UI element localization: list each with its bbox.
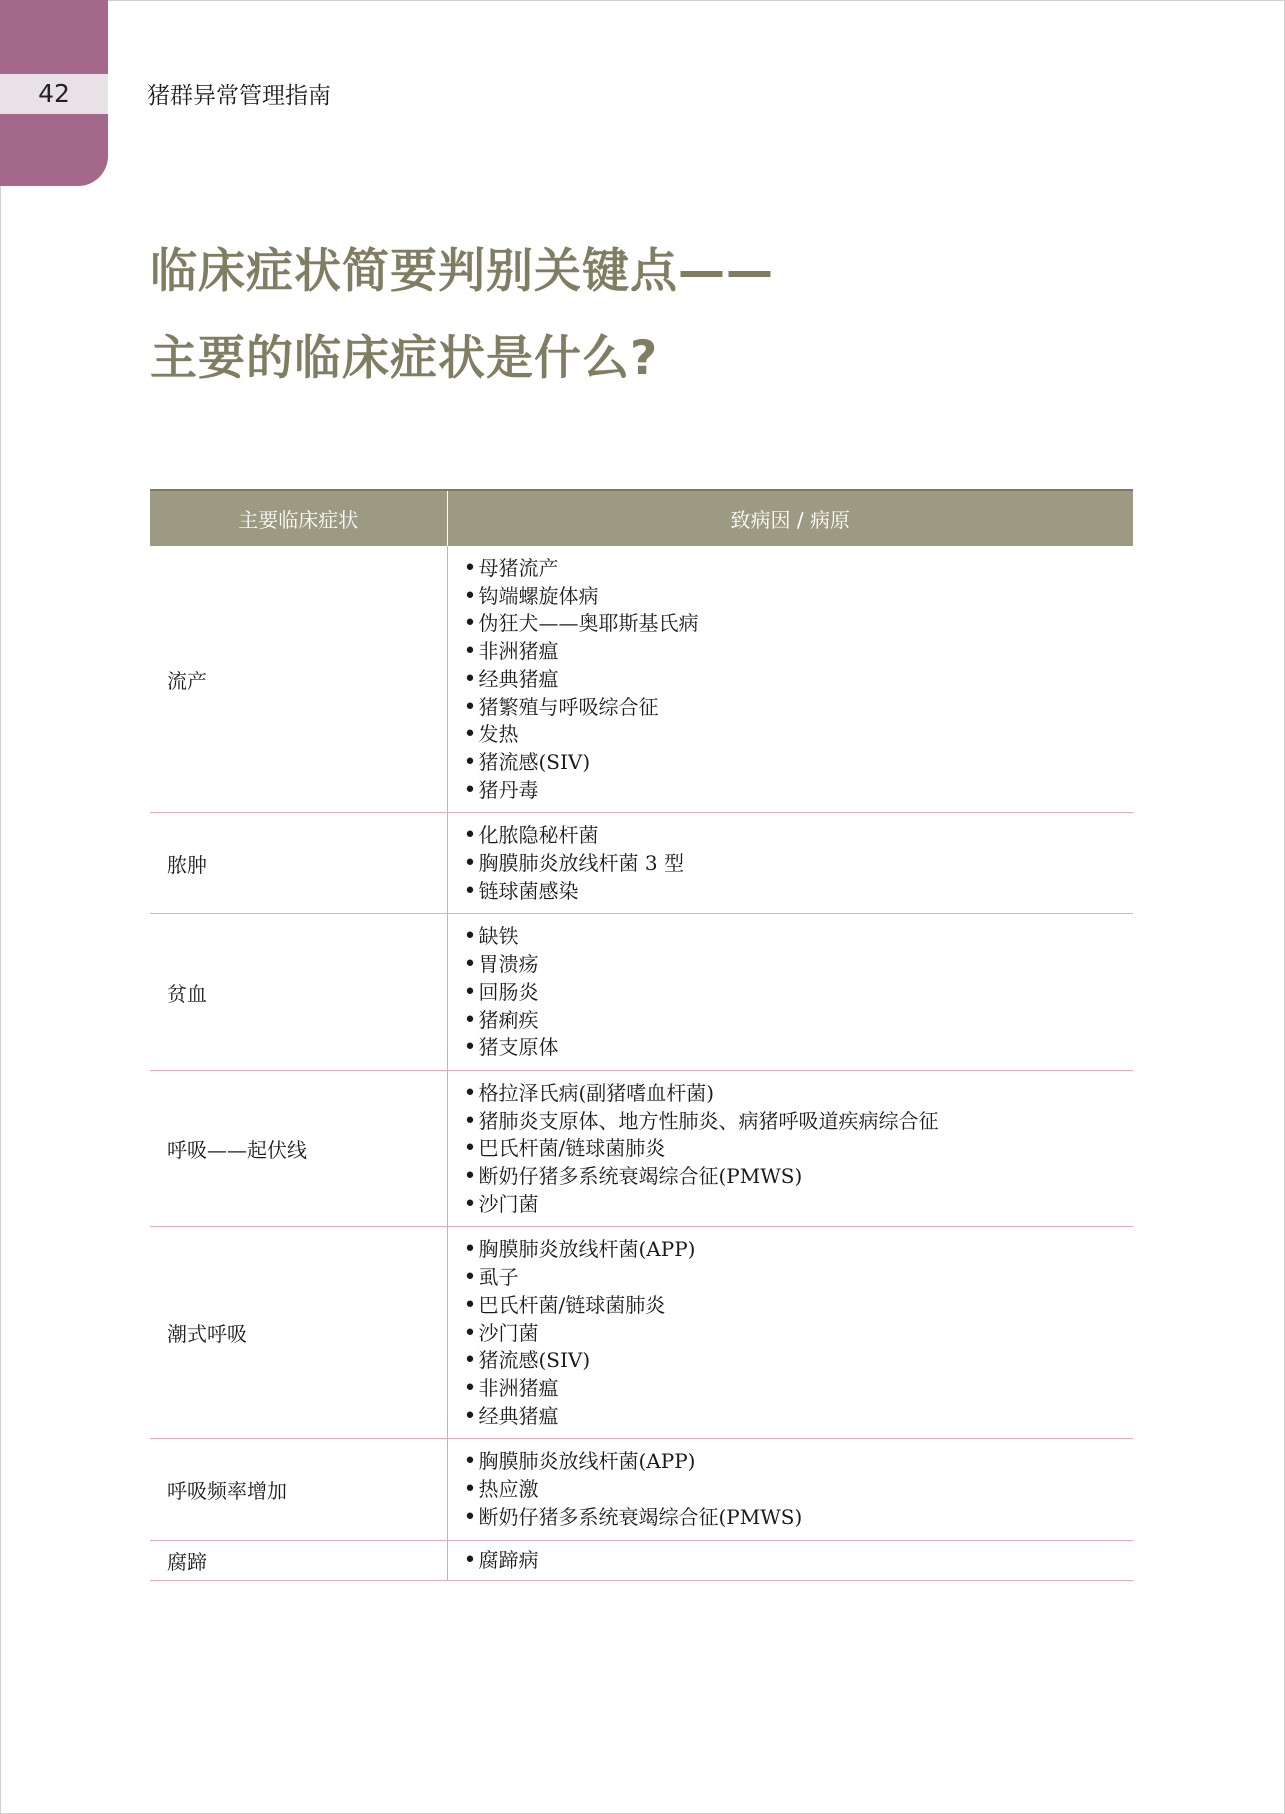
cause-item: • 热应激: [464, 1476, 1134, 1504]
cause-list: [464, 1236, 1134, 1430]
cause-item: • 母猪流产: [464, 555, 1134, 583]
table-row: [150, 1227, 1133, 1439]
title-line-2: 主要的临床症状是什么?: [150, 331, 659, 386]
page-title: [150, 228, 774, 402]
table-row: [150, 1070, 1133, 1227]
cause-item: • 胸膜肺炎放线杆菌(APP): [464, 1236, 1134, 1264]
cause-item: • 经典猪瘟: [464, 1403, 1134, 1431]
running-head: 猪群异常管理指南: [147, 83, 331, 109]
cause-item: • 腐蹄病: [464, 1547, 1134, 1575]
table-row: [150, 813, 1133, 914]
cause-item: • 巴氏杆菌/链球菌肺炎: [464, 1135, 1134, 1163]
cause-cell: [447, 1070, 1133, 1227]
cause-item: • 猪流感(SIV): [464, 749, 1134, 777]
symptom-cell: 脓肿: [150, 813, 447, 914]
column-header-symptom: 主要临床症状: [150, 490, 447, 546]
table-row: [150, 1540, 1133, 1581]
cause-list: [464, 1080, 1134, 1219]
column-header-cause: 致病因 / 病原: [447, 490, 1133, 546]
cause-item: • 链球菌感染: [464, 878, 1134, 906]
cause-cell: [447, 1540, 1133, 1581]
cause-list: [464, 822, 1134, 905]
cause-item: • 巴氏杆菌/链球菌肺炎: [464, 1292, 1134, 1320]
cause-item: • 发热: [464, 721, 1134, 749]
cause-item: • 化脓隐秘杆菌: [464, 822, 1134, 850]
cause-list: [464, 555, 1134, 804]
symptom-cell: 贫血: [150, 914, 447, 1071]
cause-list: [464, 923, 1134, 1062]
cause-item: • 猪丹毒: [464, 777, 1134, 805]
title-line-1: 临床症状简要判别关键点——: [150, 244, 774, 299]
cause-item: • 断奶仔猪多系统衰竭综合征(PMWS): [464, 1504, 1134, 1532]
cause-cell: [447, 914, 1133, 1071]
cause-item: • 回肠炎: [464, 979, 1134, 1007]
cause-item: • 虱子: [464, 1264, 1134, 1292]
cause-item: • 非洲猪瘟: [464, 1375, 1134, 1403]
table-row: [150, 546, 1133, 813]
cause-list: [464, 1547, 1134, 1575]
table-row: [150, 1439, 1133, 1540]
cause-item: • 猪肺炎支原体、地方性肺炎、病猪呼吸道疾病综合征: [464, 1108, 1134, 1136]
cause-item: • 钩端螺旋体病: [464, 583, 1134, 611]
symptom-cell: 腐蹄: [150, 1540, 447, 1581]
table-header-row: [150, 490, 1133, 546]
cause-item: • 沙门菌: [464, 1320, 1134, 1348]
symptom-table: [150, 489, 1133, 1581]
cause-list: [464, 1448, 1134, 1531]
cause-cell: [447, 546, 1133, 813]
cause-cell: [447, 813, 1133, 914]
cause-item: • 伪狂犬——奥耶斯基氏病: [464, 610, 1134, 638]
symptom-cell: 潮式呼吸: [150, 1227, 447, 1439]
symptom-cell: 呼吸频率增加: [150, 1439, 447, 1540]
cause-item: • 猪痢疾: [464, 1007, 1134, 1035]
cause-item: • 断奶仔猪多系统衰竭综合征(PMWS): [464, 1163, 1134, 1191]
table-body: [150, 546, 1133, 1581]
page-number: 42: [38, 79, 70, 108]
cause-item: • 经典猪瘟: [464, 666, 1134, 694]
cause-item: • 胸膜肺炎放线杆菌(APP): [464, 1448, 1134, 1476]
cause-item: • 胸膜肺炎放线杆菌 3 型: [464, 850, 1134, 878]
cause-item: • 猪繁殖与呼吸综合征: [464, 694, 1134, 722]
cause-item: • 猪流感(SIV): [464, 1347, 1134, 1375]
cause-item: • 猪支原体: [464, 1034, 1134, 1062]
cause-item: • 非洲猪瘟: [464, 638, 1134, 666]
cause-item: • 缺铁: [464, 923, 1134, 951]
table-row: [150, 914, 1133, 1071]
cause-cell: [447, 1227, 1133, 1439]
cause-item: • 胃溃疡: [464, 951, 1134, 979]
cause-item: • 沙门菌: [464, 1191, 1134, 1219]
symptom-cell: 流产: [150, 546, 447, 813]
symptom-cell: 呼吸——起伏线: [150, 1070, 447, 1227]
cause-cell: [447, 1439, 1133, 1540]
cause-item: • 格拉泽氏病(副猪嗜血杆菌): [464, 1080, 1134, 1108]
